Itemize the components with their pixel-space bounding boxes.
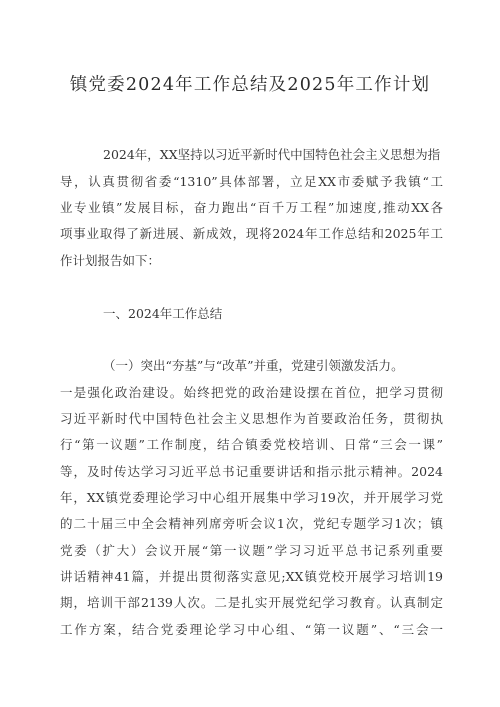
body-line: 年，XX镇党委理论学习中心组开展集中学习19次，并开展学习党 — [60, 490, 443, 505]
intro-line: 2024年，XX坚持以习近平新时代中国特色社会主义思想为指 — [103, 147, 441, 162]
body-line: 党委（扩大）会议开展“第一议题”学习习近平总书记系列重要 — [60, 543, 443, 558]
body-line: 一是强化政治建设。始终把党的政治建设摆在首位，把学习贯彻 — [60, 385, 443, 400]
intro-line: 导，认真贯彻省委“1310”具体部署，立足XX市委赋予我镇“工 — [60, 174, 443, 189]
body-line: 的二十届三中全会精神列席旁听会议1次，党纪专题学习1次；镇 — [60, 516, 443, 531]
intro-line: 业专业镇”发展目标，奋力跑出“百千万工程”加速度,推动XX各 — [60, 200, 443, 215]
body-line: 行“第一议题”工作制度，结合镇委党校培训、日常“三会一课” — [60, 437, 443, 452]
section-heading: 一、2024年工作总结 — [103, 306, 223, 321]
body-line: 习近平新时代中国特色社会主义思想作为首要政治任务，贯彻执 — [60, 411, 443, 426]
intro-line: 作计划报告如下： — [60, 253, 161, 268]
body-line: 讲话精神41篇，并提出贯彻落实意见;XX镇党校开展学习培训19 — [60, 569, 443, 584]
subsection-heading: （一）突出“夯基”与“改革”并重，党建引领激发活力。 — [103, 358, 404, 373]
intro-line: 项事业取得了新进展、新成效，现将2024年工作总结和2025年工 — [60, 226, 443, 241]
body-line: 等，及时传达学习习近平总书记重要讲话和指示批示精神。2024 — [60, 464, 443, 479]
body-line: 期，培训干部2139人次。二是扎实开展党纪学习教育。认真制定 — [60, 595, 443, 610]
body-line: 工作方案，结合党委理论学习中心组、“第一议题”、“三会一 — [60, 622, 443, 637]
document-title: 镇党委2024年工作总结及2025年工作计划 — [69, 75, 431, 95]
